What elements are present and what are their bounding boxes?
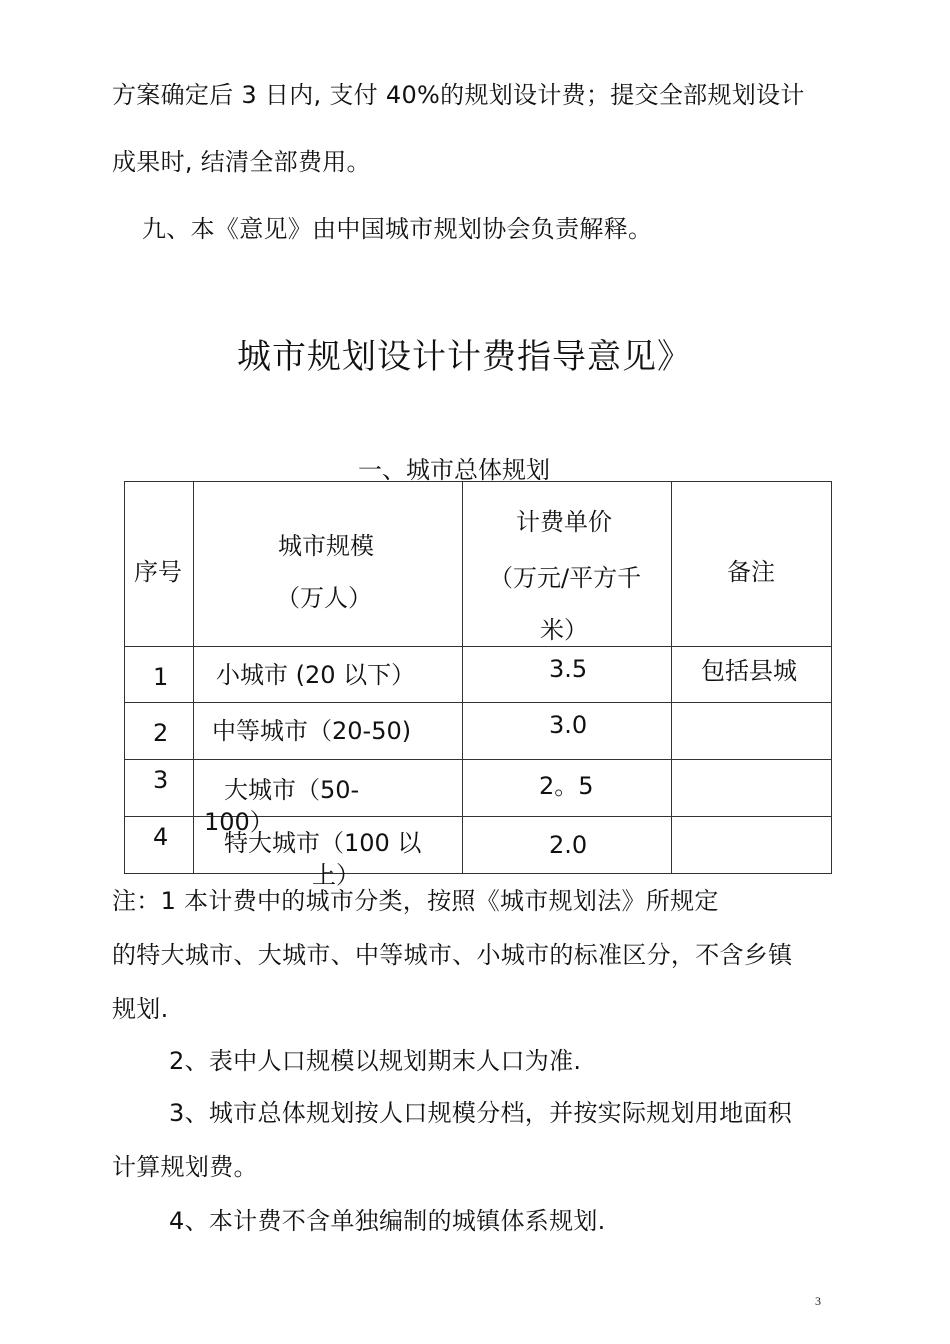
paragraph-payment-line1: 方案确定后 3 日内, 支付 40%的规划设计费；提交全部规划设计 bbox=[112, 81, 805, 109]
header-price-cell bbox=[463, 482, 672, 647]
row-note: 包括县城 bbox=[701, 657, 797, 685]
note-1-line3: 规划. bbox=[112, 995, 169, 1023]
row-scale: 小城市 (20 以下） bbox=[216, 661, 416, 689]
table-row bbox=[125, 647, 832, 703]
table-row bbox=[125, 760, 832, 817]
row-price: 3.5 bbox=[549, 655, 588, 683]
header-price-line3: 米） bbox=[540, 616, 588, 644]
row-scale: 中等城市（20-50) bbox=[212, 717, 412, 745]
header-note: 备注 bbox=[727, 558, 775, 586]
table-header-row bbox=[125, 482, 832, 647]
row-scale-overflow: 上） bbox=[312, 861, 360, 889]
table-row bbox=[125, 703, 832, 760]
row-seq: 1 bbox=[153, 663, 169, 691]
table-row bbox=[125, 817, 832, 874]
paragraph-interpretation: 九、本《意见》由中国城市规划协会负责解释。 bbox=[142, 215, 653, 243]
note-2: 2、表中人口规模以规划期末人口为准. bbox=[169, 1047, 582, 1075]
row-scale: 特大城市（100 以 bbox=[224, 829, 422, 857]
row-price: 2.0 bbox=[549, 831, 588, 859]
row-scale-overflow: 100） bbox=[204, 808, 274, 836]
row-seq: 2 bbox=[153, 719, 169, 747]
note-3-line1: 3、城市总体规划按人口规模分档，并按实际规划用地面积 bbox=[169, 1099, 793, 1127]
row-price: 2。5 bbox=[539, 772, 594, 800]
note-4: 4、本计费不含单独编制的城镇体系规划. bbox=[169, 1207, 606, 1235]
header-scale-line1: 城市规模 bbox=[278, 532, 374, 560]
paragraph-payment-line2: 成果时, 结清全部费用。 bbox=[112, 148, 371, 176]
note-3-line2: 计算规划费。 bbox=[112, 1153, 258, 1181]
header-price-line2: （万元/平方千 bbox=[489, 564, 642, 592]
fee-table bbox=[124, 481, 832, 889]
header-scale-line2: （万人） bbox=[276, 584, 372, 612]
section-title: 一、城市总体规划 bbox=[358, 456, 550, 484]
document-title: 城市规划设计计费指导意见》 bbox=[237, 337, 692, 377]
header-scale-cell bbox=[194, 482, 463, 647]
page-number: 3 bbox=[815, 1294, 821, 1308]
note-1-line1: 注：1 本计费中的城市分类，按照《城市规划法》所规定 bbox=[112, 887, 719, 915]
header-seq: 序号 bbox=[134, 558, 182, 586]
row-seq: 3 bbox=[153, 766, 169, 794]
header-note-cell bbox=[672, 482, 832, 647]
note-1-line2: 的特大城市、大城市、中等城市、小城市的标准区分，不含乡镇 bbox=[112, 941, 793, 969]
row-seq: 4 bbox=[153, 823, 169, 851]
row-price: 3.0 bbox=[549, 711, 588, 739]
row-scale: 大城市（50- bbox=[224, 776, 360, 804]
header-price-line1: 计费单价 bbox=[516, 508, 612, 536]
header-seq-cell bbox=[125, 482, 194, 647]
